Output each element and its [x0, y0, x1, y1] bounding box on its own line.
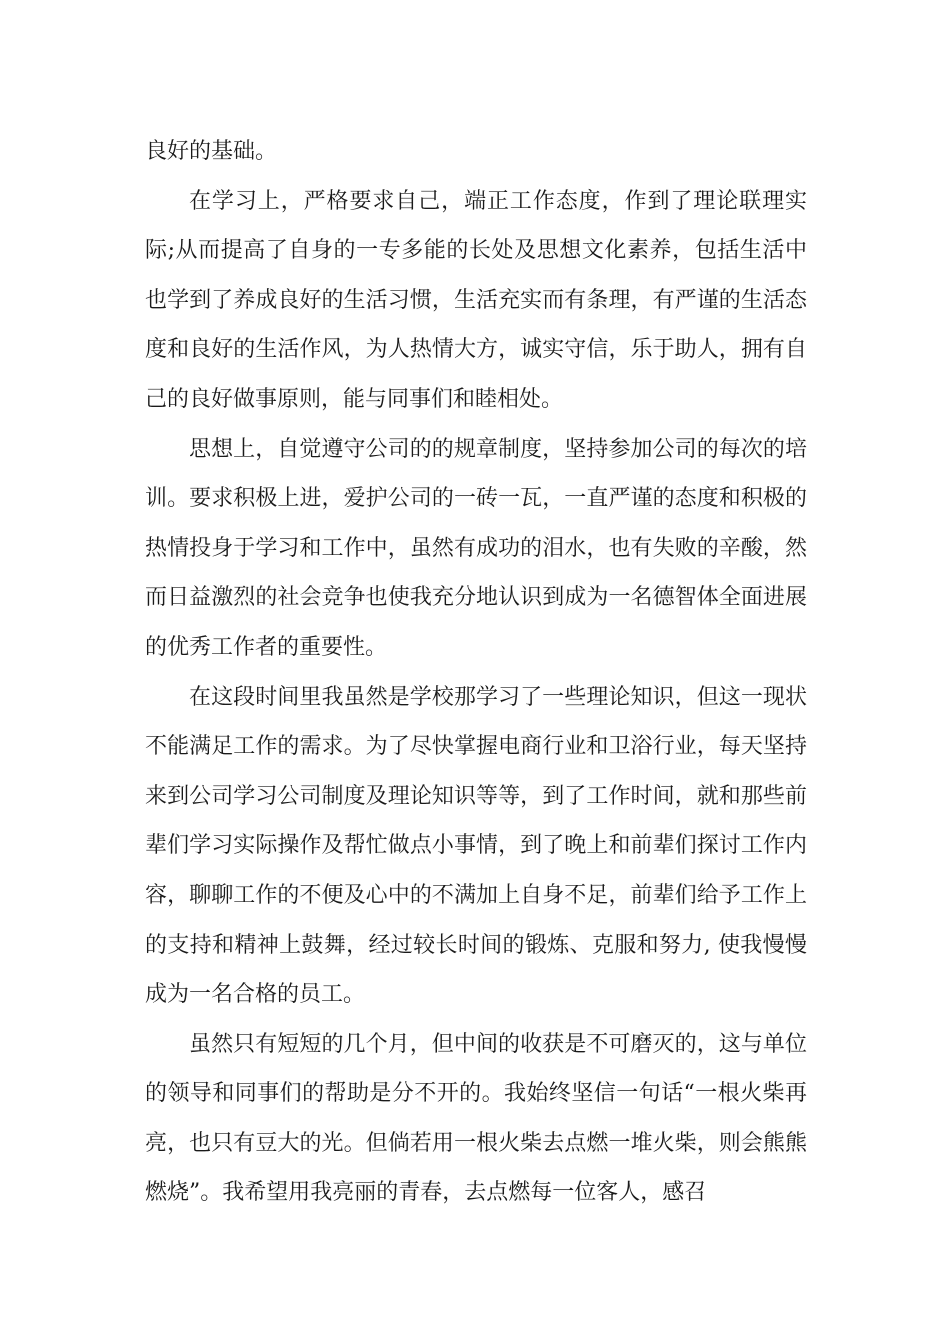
document-body [145, 127, 807, 1218]
paragraph-continuation: 良好的基础。 [145, 139, 278, 164]
paragraph-work-experience: 在这段时间里我虽然是学校那学习了一些理论知识，但这一现状不能满足工作的需求。为了尽快掌握电商行业和卫浴行业，每天坚持来到公司学习公司制度及理论知识等等，到了工作时间，就和那些前辈们学习实际操作及帮忙做点小事情，到了晚上和前辈们探讨工作内容，聊聊工作的不便及心中的不满加上自身不足，前辈们给予工作上的支持和精神上鼓舞，经过较长时间的锻炼、克服和努力, 使我慢慢成为一名合格的员工。 [145, 684, 807, 1008]
paragraph-study: 在学习上，严格要求自己，端正工作态度，作到了理论联理实际;从而提高了自身的一专多能的长处及思想文化素养，包括生活中也学到了养成良好的生活习惯，生活充实而有条理，有严谨的生活态度和良好的生活作风，为人热情大方，诚实守信，乐于助人，拥有自己的良好做事原则，能与同事们和睦相处。 [145, 188, 807, 412]
paragraph-thought: 思想上，自觉遵守公司的的规章制度，坚持参加公司的每次的培训。要求积极上进，爱护公司的一砖一瓦，一直严谨的态度和积极的热情投身于学习和工作中，虽然有成功的泪水，也有失败的辛酸，然而日益激烈的社会竞争也使我充分地认识到成为一名德智体全面进展的优秀工作者的重要性。 [145, 436, 807, 660]
paragraph-gains: 虽然只有短短的几个月，但中间的收获是不可磨灭的，这与单位的领导和同事们的帮助是分不开的。我始终坚信一句话“一根火柴再亮，也只有豆大的光。但倘若用一根火柴去点燃一堆火柴，则会熊熊燃烧”。我希望用我亮丽的青春，去点燃每一位客人，感召 [145, 1031, 807, 1206]
